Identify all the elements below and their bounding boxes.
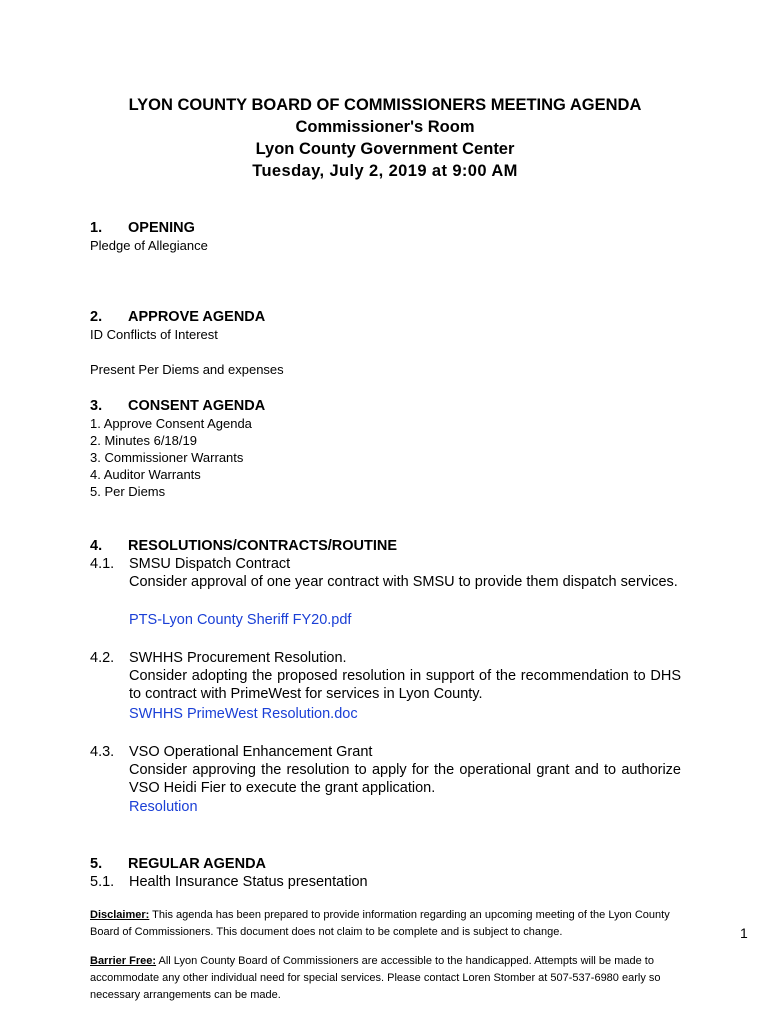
item-number: 4.1.: [90, 556, 115, 572]
attachment-link-vso-resolution[interactable]: Resolution: [129, 799, 198, 815]
item-description-vso: Consider approving the resolution to apply for the operational grant and to authorize VSO Heidi Fier to execute the grant application.: [129, 762, 681, 796]
section-consent-heading: [90, 397, 265, 415]
item-number: 5.1.: [90, 874, 115, 890]
section-number: 1.: [90, 220, 103, 236]
section-resolutions-heading: [90, 537, 397, 555]
section-title: CONSENT AGENDA: [128, 398, 266, 414]
barrier-free-label: Barrier Free:: [90, 955, 157, 967]
disclaimer-text: This agenda has been prepared to provide information regarding an upcoming meeting of the Lyon County Board of Commissioners. This document does not claim to be complete and is subject to change.: [90, 909, 670, 938]
meeting-datetime: Tuesday, July 2, 2019 at 9:00 AM: [252, 162, 518, 180]
document-title: LYON COUNTY BOARD OF COMMISSIONERS MEETING AGENDA: [128, 96, 642, 114]
item-title-vso: VSO Operational Enhancement Grant: [129, 744, 373, 760]
attachment-link-smsu-contract[interactable]: PTS-Lyon County Sheriff FY20.pdf: [129, 612, 352, 628]
section-title: REGULAR AGENDA: [128, 856, 267, 872]
consent-item: 1. Approve Consent Agenda: [90, 416, 252, 431]
section-number: 5.: [90, 856, 103, 872]
section-approve-heading: [90, 308, 265, 326]
attachment-link-swhhs-resolution[interactable]: SWHHS PrimeWest Resolution.doc: [129, 706, 358, 722]
section-title: APPROVE AGENDA: [128, 309, 266, 325]
barrier-free-notice: [90, 953, 672, 1004]
item-title-health-insurance: Health Insurance Status presentation: [129, 874, 368, 890]
consent-item: 2. Minutes 6/18/19: [90, 433, 197, 448]
section-number: 4.: [90, 538, 103, 554]
approve-line-per-diems: Present Per Diems and expenses: [90, 362, 284, 377]
approve-line-conflicts: ID Conflicts of Interest: [90, 327, 218, 342]
consent-item: 3. Commissioner Warrants: [90, 450, 244, 465]
item-description-smsu: Consider approval of one year contract with SMSU to provide them dispatch services.: [129, 574, 678, 590]
section-title: OPENING: [128, 220, 195, 236]
item-number: 4.3.: [90, 744, 115, 760]
page-number: 1: [740, 925, 748, 941]
item-title-swhhs: SWHHS Procurement Resolution.: [129, 650, 347, 666]
item-description-swhhs: Consider adopting the proposed resolution in support of the recommendation to DHS to contract with PrimeWest for services in Lyon County.: [129, 668, 681, 702]
disclaimer-label: Disclaimer:: [90, 909, 150, 921]
section-number: 2.: [90, 309, 103, 325]
meeting-room: Commissioner's Room: [295, 118, 475, 136]
section-regular-heading: [90, 855, 266, 873]
item-title-smsu: SMSU Dispatch Contract: [129, 556, 291, 572]
section-number: 3.: [90, 398, 103, 414]
item-number: 4.2.: [90, 650, 115, 666]
disclaimer: [90, 907, 672, 941]
meeting-venue: Lyon County Government Center: [255, 140, 515, 158]
consent-item: 4. Auditor Warrants: [90, 467, 201, 482]
consent-item: 5. Per Diems: [90, 484, 166, 499]
opening-line: Pledge of Allegiance: [90, 238, 208, 253]
section-title: RESOLUTIONS/CONTRACTS/ROUTINE: [128, 538, 398, 554]
section-opening-heading: [90, 219, 195, 237]
barrier-free-text: All Lyon County Board of Commissioners are accessible to the handicapped. Attempts will be made to accommodate any other individual need for special services. Please contact Loren Stomber at 507-537-6980 early so necessary arrangements can be made.: [90, 955, 661, 1001]
